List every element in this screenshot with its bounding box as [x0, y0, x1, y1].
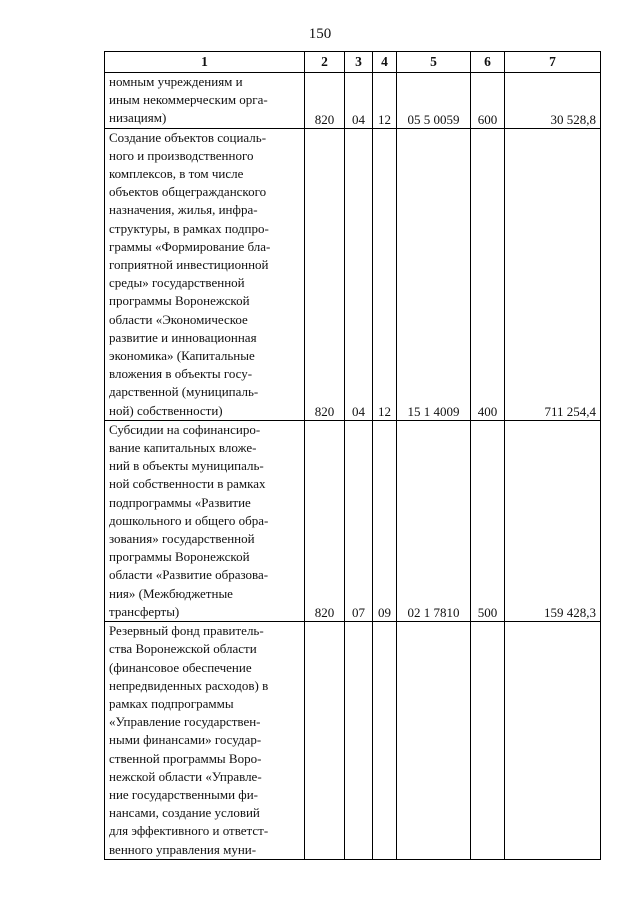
header-col-1: 1: [105, 52, 305, 73]
description-line: области «Экономическое: [109, 311, 248, 327]
row-description: [105, 622, 305, 860]
description-line: развитие и инновационная: [109, 329, 257, 345]
description-line: (финансовое обеспечение: [109, 659, 252, 675]
description-line: граммы «Формирование бла-: [109, 238, 271, 254]
table-row: [105, 128, 601, 420]
description-line: иным некоммерческим орга-: [109, 92, 268, 108]
ministry-code: 820: [305, 73, 345, 129]
expense-type-code: [471, 622, 505, 860]
section-code: 04: [345, 128, 373, 420]
row-description: [105, 128, 305, 420]
table-row: [105, 420, 601, 621]
description-line: номным учреждениям и: [109, 74, 243, 89]
amount: 159 428,3: [505, 420, 601, 621]
description-line: программы Воронежской: [109, 549, 250, 565]
description-line: рамках подпрограммы: [109, 695, 234, 711]
description-line: объектов общегражданского: [109, 184, 267, 200]
description-line: венного управления муни-: [109, 841, 257, 857]
expense-type-code: 400: [471, 128, 505, 420]
description-line: трансферты): [109, 603, 180, 619]
table-row: [105, 73, 601, 129]
description-line: ства Воронежской области: [109, 641, 257, 657]
description-line: вложения в объекты госу-: [109, 366, 253, 382]
description-line: ного и производственного: [109, 147, 254, 163]
header-col-5: 5: [397, 52, 471, 73]
description-line: непредвиденных расходов) в: [109, 677, 269, 693]
amount: 711 254,4: [505, 128, 601, 420]
ministry-code: 820: [305, 420, 345, 621]
header-col-6: 6: [471, 52, 505, 73]
subsection-code: 09: [373, 420, 397, 621]
description-line: ственной программы Воро-: [109, 750, 262, 766]
description-line: назначения, жилья, инфра-: [109, 202, 258, 218]
target-article-code: [397, 622, 471, 860]
description-line: ния» (Межбюджетные: [109, 585, 233, 601]
header-col-7: 7: [505, 52, 601, 73]
description-line: Субсидии на софинансиро-: [109, 421, 261, 437]
target-article-code: 15 1 4009: [397, 128, 471, 420]
description-line: для эффективного и ответст-: [109, 823, 269, 839]
description-line: комплексов, в том числе: [109, 166, 244, 182]
description-line: низациям): [109, 110, 167, 126]
description-line: подпрограммы «Развитие: [109, 494, 251, 510]
target-article-code: 05 5 0059: [397, 73, 471, 129]
table-row: [105, 622, 601, 860]
description-line: Резервный фонд правитель-: [109, 623, 264, 639]
expense-type-code: 500: [471, 420, 505, 621]
subsection-code: [373, 622, 397, 860]
expense-type-code: 600: [471, 73, 505, 129]
description-line: дошкольного и общего обра-: [109, 512, 269, 528]
section-code: [345, 622, 373, 860]
description-line: программы Воронежской: [109, 293, 250, 309]
row-description: [105, 420, 305, 621]
description-line: области «Развитие образова-: [109, 567, 269, 583]
description-line: зования» государственной: [109, 531, 255, 547]
description-line: «Управление государствен-: [109, 714, 261, 730]
amount: [505, 622, 601, 860]
description-line: экономика» (Капитальные: [109, 348, 255, 364]
description-line: ной собственности в рамках: [109, 476, 266, 492]
section-code: 07: [345, 420, 373, 621]
description-line: нежской области «Управле-: [109, 768, 262, 784]
header-row: [105, 52, 601, 73]
subsection-code: 12: [373, 73, 397, 129]
description-line: ние государственными фи-: [109, 786, 259, 802]
ministry-code: [305, 622, 345, 860]
row-description: [105, 73, 305, 129]
description-line: нансами, создание условий: [109, 805, 260, 821]
description-line: ний в объекты муниципаль-: [109, 458, 264, 474]
description-line: вание капитальных вложе-: [109, 440, 257, 456]
description-line: гоприятной инвестиционной: [109, 257, 269, 273]
budget-table: [104, 51, 601, 860]
description-line: среды» государственной: [109, 275, 245, 291]
description-line: ными финансами» государ-: [109, 732, 262, 748]
page-number: 150: [308, 26, 332, 42]
ministry-code: 820: [305, 128, 345, 420]
header-col-4: 4: [373, 52, 397, 73]
description-line: ной) собственности): [109, 402, 223, 418]
amount: 30 528,8: [505, 73, 601, 129]
description-line: дарственной (муниципаль-: [109, 384, 259, 400]
subsection-code: 12: [373, 128, 397, 420]
description-line: Создание объектов социаль-: [109, 129, 267, 145]
description-line: структуры, в рамках подпро-: [109, 220, 269, 236]
section-code: 04: [345, 73, 373, 129]
target-article-code: 02 1 7810: [397, 420, 471, 621]
header-col-2: 2: [305, 52, 345, 73]
header-col-3: 3: [345, 52, 373, 73]
